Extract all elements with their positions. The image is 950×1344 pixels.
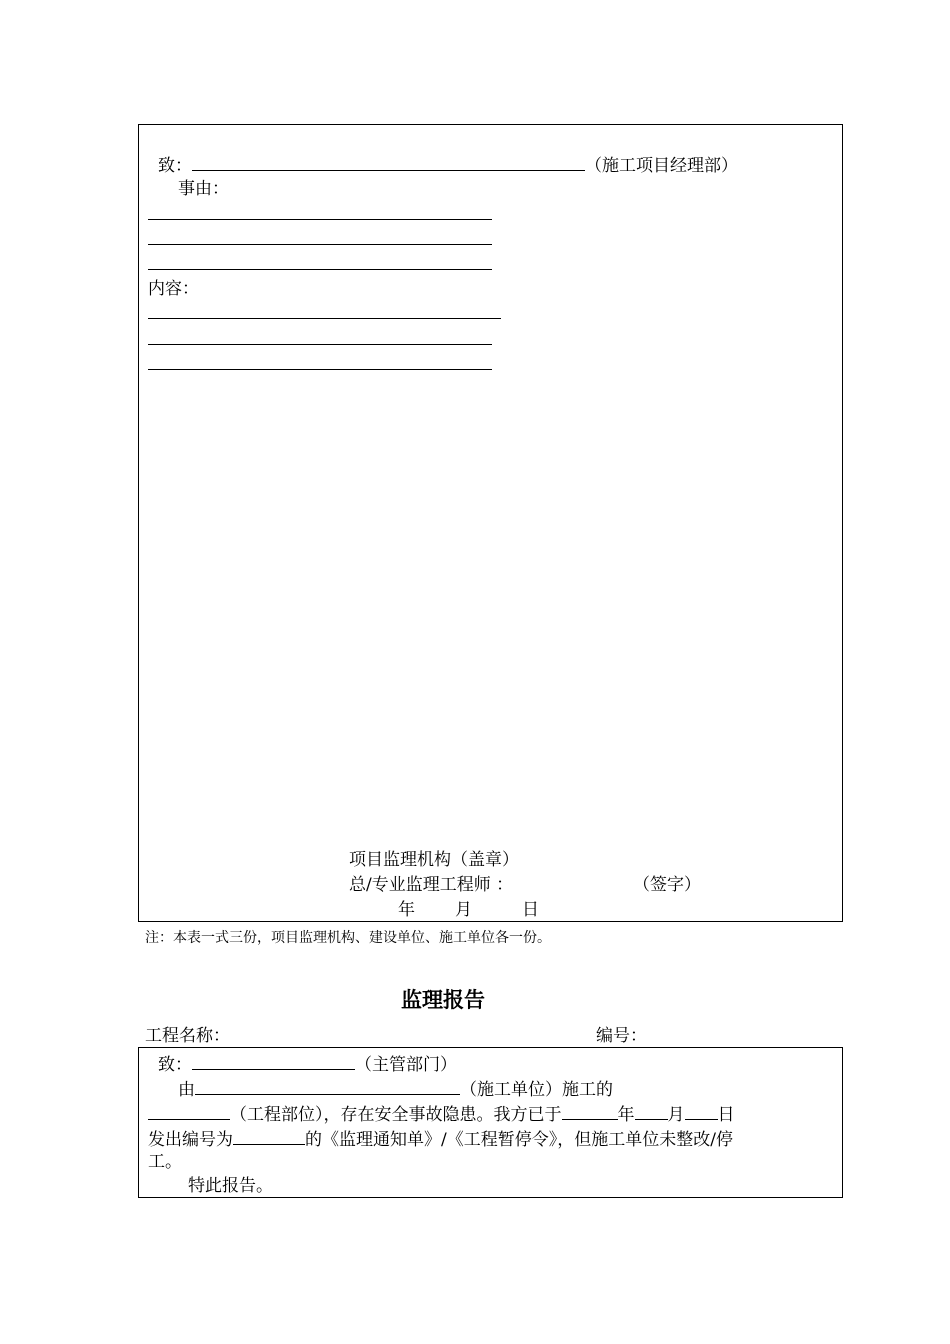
year-field[interactable] [562, 1101, 618, 1120]
org-seal-label: 项目监理机构（盖章） [349, 850, 519, 870]
notice-content-label: 内容： [148, 279, 199, 299]
report-issued-prefix: 发出编号为 [148, 1130, 233, 1150]
reason-line-2[interactable] [148, 244, 492, 245]
notice-number-field[interactable] [233, 1126, 305, 1145]
notice-to-line [158, 152, 738, 177]
report-issued-suffix: 的《监理通知单》/《工程暂停令》，但施工单位未整改/停 [305, 1130, 733, 1150]
date-day-label: 日 [522, 900, 539, 920]
day-field[interactable] [685, 1101, 718, 1120]
report-month: 月 [667, 1105, 685, 1125]
content-line-2[interactable] [148, 344, 492, 345]
report-part-suffix: （工程部位），存在安全事故隐患。我方已于 [230, 1105, 562, 1125]
notice-reason-label: 事由： [178, 179, 229, 199]
report-issued-line [148, 1126, 733, 1151]
report-by-line [178, 1076, 613, 1101]
report-to-suffix: （主管部门） [355, 1055, 457, 1075]
contractor-field[interactable] [195, 1076, 460, 1095]
report-to-line [158, 1051, 457, 1076]
reason-line-1[interactable] [148, 219, 492, 220]
report-part-line [148, 1101, 735, 1126]
report-title: 监理报告 [401, 988, 485, 1012]
project-name-label: 工程名称： [145, 1026, 230, 1046]
notice-to-suffix: （施工项目经理部） [585, 156, 738, 176]
sign-label: （签字） [633, 875, 701, 895]
report-to-label: 致： [158, 1055, 192, 1075]
reason-line-3[interactable] [148, 269, 492, 270]
date-month-label: 月 [455, 900, 472, 920]
report-closing: 特此报告。 [188, 1176, 273, 1196]
content-line-1[interactable] [148, 318, 501, 319]
copies-note: 注：本表一式三份，项目监理机构、建设单位、施工单位各一份。 [145, 930, 551, 946]
report-issued-tail: 工。 [148, 1152, 182, 1172]
month-field[interactable] [635, 1101, 668, 1120]
notice-to-label: 致： [158, 156, 192, 176]
date-year-label: 年 [398, 900, 415, 920]
report-day: 日 [717, 1105, 735, 1125]
report-recipient-field[interactable] [192, 1051, 355, 1070]
engineer-label: 总/专业监理工程师 ： [349, 875, 514, 895]
report-year: 年 [617, 1105, 635, 1125]
project-part-field[interactable] [148, 1101, 230, 1120]
report-by-suffix: （施工单位）施工的 [460, 1080, 613, 1100]
number-label: 编号： [596, 1026, 647, 1046]
report-by-prefix: 由 [178, 1080, 195, 1100]
content-line-3[interactable] [148, 369, 492, 370]
notice-recipient-field[interactable] [192, 152, 585, 171]
